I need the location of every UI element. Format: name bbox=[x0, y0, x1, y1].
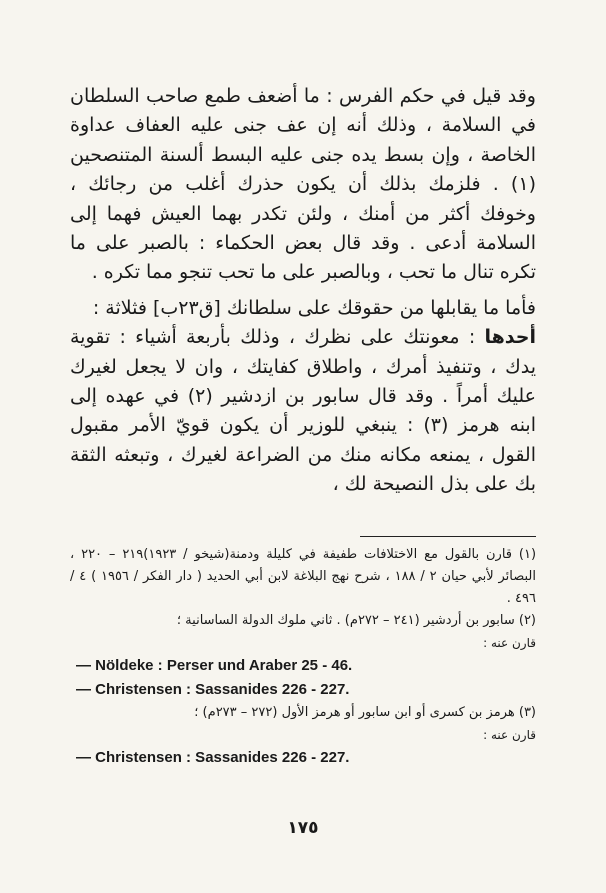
paragraph-3-text: : معونتك على نظرك ، وذلك بأربعة أشياء : تقوية يدك ، وتنفيذ أمرك ، واطلاق كفايتك ، وان لا يجعل لغيرك عليك أمراً . وقد قال سابور بن ازدشير (٢) في عهده إلى ابنه هرمز (٣) : ينبغي للوزير أن يكون قويّ الأمر مقبول القول ، يمنعه مكانه منك من الضراعة لغيرك ، وتبعثه الثقة بك على بذل النصيحة لك ، bbox=[70, 326, 536, 496]
paragraph-2: فأما ما يقابلها من حقوقك على سلطانك [ق٢٣ب] فثلاثة : bbox=[92, 296, 536, 319]
main-text bbox=[70, 82, 536, 500]
paragraph-3 bbox=[70, 323, 536, 499]
footnote-2: (٢) سابور بن أردشير (٢٤١ – ٢٧٢م) . ثاني ملوك الدولة الساسانية ؛ bbox=[176, 613, 536, 628]
footnote-2-ref-christensen: — Christensen : Sassanides 226 - 227. bbox=[76, 681, 350, 698]
footnote-divider bbox=[360, 536, 536, 537]
footnote-3: (٣) هرمز بن كسرى أو ابن سابور أو هرمز الأول (٢٧٢ – ٢٧٣م) ؛ bbox=[194, 705, 536, 720]
footnote-2-ref-noldeke: — Nöldeke : Perser und Araber 25 - 46. bbox=[76, 657, 353, 674]
footnote-3-ref-christensen: — Christensen : Sassanides 226 - 227. bbox=[76, 749, 350, 766]
footnotes bbox=[70, 544, 536, 770]
paragraph-1: وقد قيل في حكم الفرس : ما أضعف طمع صاحب السلطان في السلامة ، وذلك أنه إن عف جنى عليه العفاف عداوة الخاصة ، وإن بسط يده جنى عليه البسط ألسنة المتنصحين (١) . فلزمك بذلك أن يكون حذرك أغلب من رجائك ، وخوفك أكثر من أمنك ، ولئن تكدر بهما العيش فهما إلى السلامة أدعى . وقد قال بعض الحكماء : بالصبر على ما تكره تنال ما تحب ، وبالصبر على ما تحب تنجو مما تكره . bbox=[70, 85, 536, 284]
footnote-3-note: قارن عنه : bbox=[483, 728, 536, 742]
paragraph-3-lead: أحدها bbox=[484, 326, 536, 349]
page-number: ١٧٥ bbox=[287, 818, 319, 838]
footnote-2-note: قارن عنه : bbox=[483, 636, 536, 650]
footnote-1: (١) قارن بالقول مع الاختلافات طفيفة في كليلة ودمنة(شيخو / ١٩٢٣)٢١٩ – ٢٢٠ ، البصائر لأبي حيان ٢ / ١٨٨ ، شرح نهج البلاغة لابن أبي الحديد ( دار الفكر / ١٩٥٦ ) ٤ / ٤٩٦ . bbox=[70, 547, 537, 606]
